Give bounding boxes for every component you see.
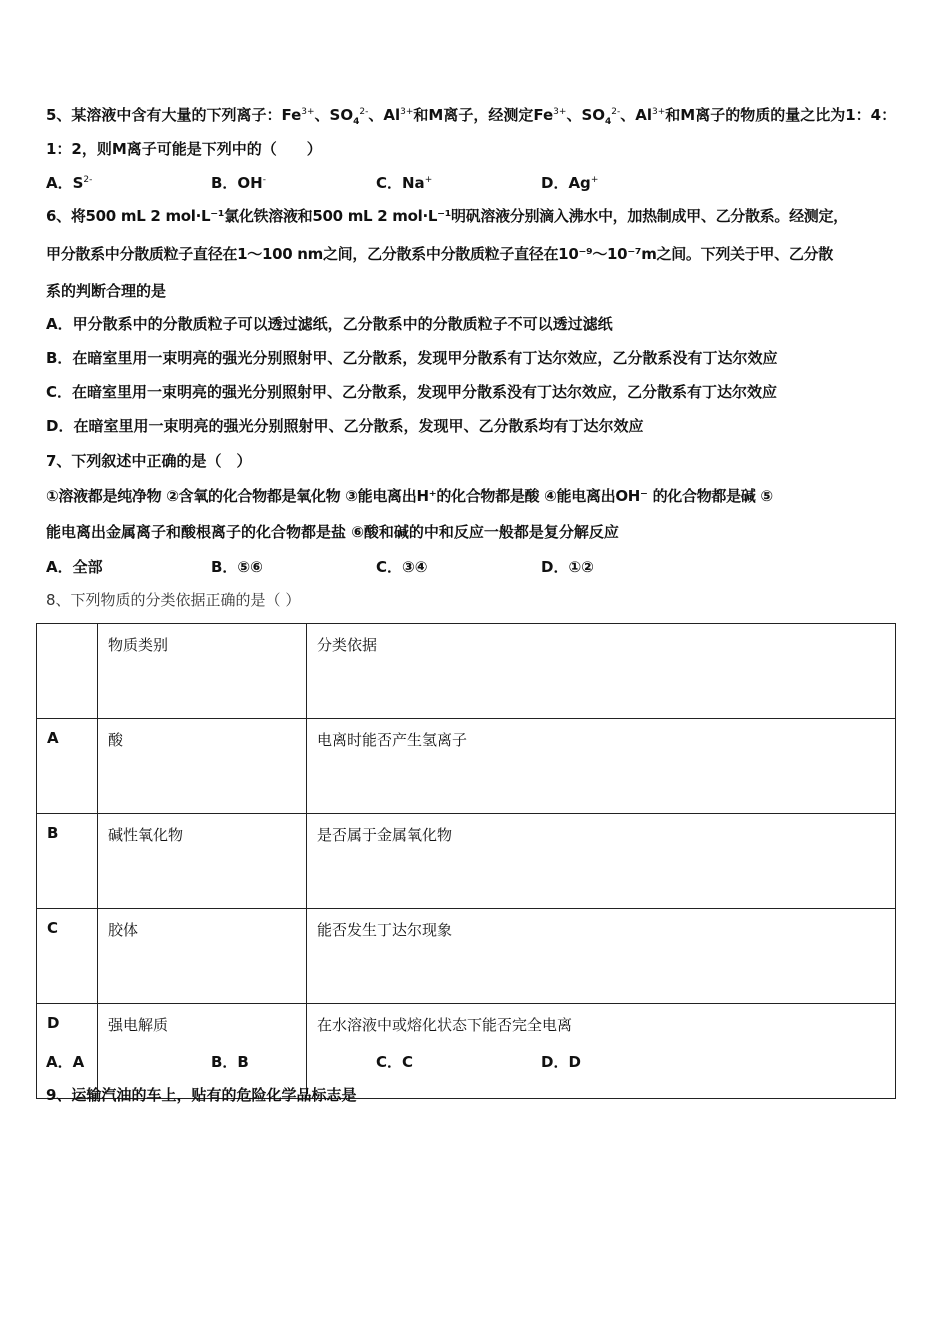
- cell: 强电解质: [98, 1004, 307, 1099]
- q7-option-b: B．⑤⑥: [211, 558, 263, 576]
- cell: 电离时能否产生氢离子: [307, 719, 896, 814]
- q5-line1: [46, 102, 896, 132]
- cell: 碱性氧化物: [98, 814, 307, 909]
- text: A．S: [46, 174, 84, 192]
- q6-option-c: C．在暗室里用一束明亮的强光分别照射甲、乙分散系，发现甲分散系没有丁达尔效应，乙分散系有丁达尔效应: [46, 383, 778, 401]
- sup: +: [424, 175, 433, 185]
- text: 和M离子的物质的量之比为1：4：: [665, 106, 897, 124]
- q7-option-d: D．①②: [541, 558, 594, 576]
- table-row: [37, 719, 896, 814]
- q8-option-a: A．A: [46, 1053, 85, 1071]
- q6-option-b: B．在暗室里用一束明亮的强光分别照射甲、乙分散系，发现甲分散系有丁达尔效应，乙分散系没有丁达尔效应: [46, 349, 778, 367]
- text: 、Al: [620, 106, 653, 124]
- sup: 3+: [400, 107, 414, 117]
- text: 、Al: [368, 106, 401, 124]
- sup: 2-: [359, 107, 369, 117]
- text: 和M离子，经测定Fe: [413, 106, 554, 124]
- text: 、SO: [566, 106, 605, 124]
- header-cell: 物质类别: [98, 624, 307, 719]
- header-cell: 分类依据: [307, 624, 896, 719]
- q5-option-a: [46, 172, 92, 193]
- cell: 是否属于金属氧化物: [307, 814, 896, 909]
- q7-line1: ①溶液都是纯净物 ②含氧的化合物都是氧化物 ③能电离出H⁺的化合物都是酸 ④能电离出OH⁻ 的化合物都是碱 ⑤: [46, 487, 773, 505]
- sup: -: [262, 175, 266, 185]
- sub: 4: [353, 117, 360, 127]
- q6-line3: 系的判断合理的是: [46, 282, 167, 300]
- cell: B: [37, 814, 98, 909]
- header-cell: [37, 624, 98, 719]
- q8-option-b: B．B: [211, 1053, 249, 1071]
- sup: 3+: [553, 107, 567, 117]
- q8-option-c: C．C: [376, 1053, 414, 1071]
- q7-line2: 能电离出金属离子和酸根离子的化合物都是盐 ⑥酸和碱的中和反应一般都是复分解反应: [46, 523, 619, 541]
- q8-option-d: D．D: [541, 1053, 581, 1071]
- text: B．OH: [211, 174, 263, 192]
- text: 、SO: [314, 106, 354, 124]
- sup: +: [590, 175, 599, 185]
- cell: A: [37, 719, 98, 814]
- q7-option-a: A．全部: [46, 558, 103, 576]
- text: D．Ag: [541, 174, 591, 192]
- q9-title: 9、运输汽油的车上，贴有的危险化学品标志是: [46, 1086, 357, 1104]
- q5-option-c: [376, 172, 432, 193]
- q6-option-a: A．甲分散系中的分散质粒子可以透过滤纸，乙分散系中的分散质粒子不可以透过滤纸: [46, 315, 613, 333]
- q5-line2: 1：2，则M离子可能是下列中的（ ）: [46, 140, 322, 158]
- q6-line1: 6、将500 mL 2 mol·L⁻¹氯化铁溶液和500 mL 2 mol·L⁻¹明矾溶液分别滴入沸水中，加热制成甲、乙分散系。经测定，: [46, 207, 848, 225]
- table-header-row: [37, 624, 896, 719]
- q6-option-d: D．在暗室里用一束明亮的强光分别照射甲、乙分散系，发现甲、乙分散系均有丁达尔效应: [46, 417, 644, 435]
- sup: 2-: [611, 107, 621, 117]
- q5-option-b: [211, 172, 266, 193]
- text: 5、某溶液中含有大量的下列离子：Fe: [46, 106, 302, 124]
- q8-title: 8、下列物质的分类依据正确的是（ ）: [46, 591, 301, 609]
- classification-table: [36, 623, 896, 1099]
- sup: 3+: [301, 107, 315, 117]
- cell: 能否发生丁达尔现象: [307, 909, 896, 1004]
- cell: D: [37, 1004, 98, 1099]
- q7-option-c: C．③④: [376, 558, 428, 576]
- sub: 4: [605, 117, 612, 127]
- sup: 3+: [652, 107, 666, 117]
- q5-option-d: [541, 172, 598, 193]
- cell: C: [37, 909, 98, 1004]
- q6-line2: 甲分散系中分散质粒子直径在1～100 nm之间，乙分散系中分散质粒子直径在10⁻⁹～10⁻⁷m之间。下列关于甲、乙分散: [46, 245, 833, 263]
- cell: 酸: [98, 719, 307, 814]
- q7-title: 7、下列叙述中正确的是（ ）: [46, 452, 252, 470]
- sup: 2-: [83, 175, 93, 185]
- table-row: [37, 909, 896, 1004]
- table-row: [37, 814, 896, 909]
- cell: 在水溶液中或熔化状态下能否完全电离: [307, 1004, 896, 1099]
- text: C．Na: [376, 174, 425, 192]
- cell: 胶体: [98, 909, 307, 1004]
